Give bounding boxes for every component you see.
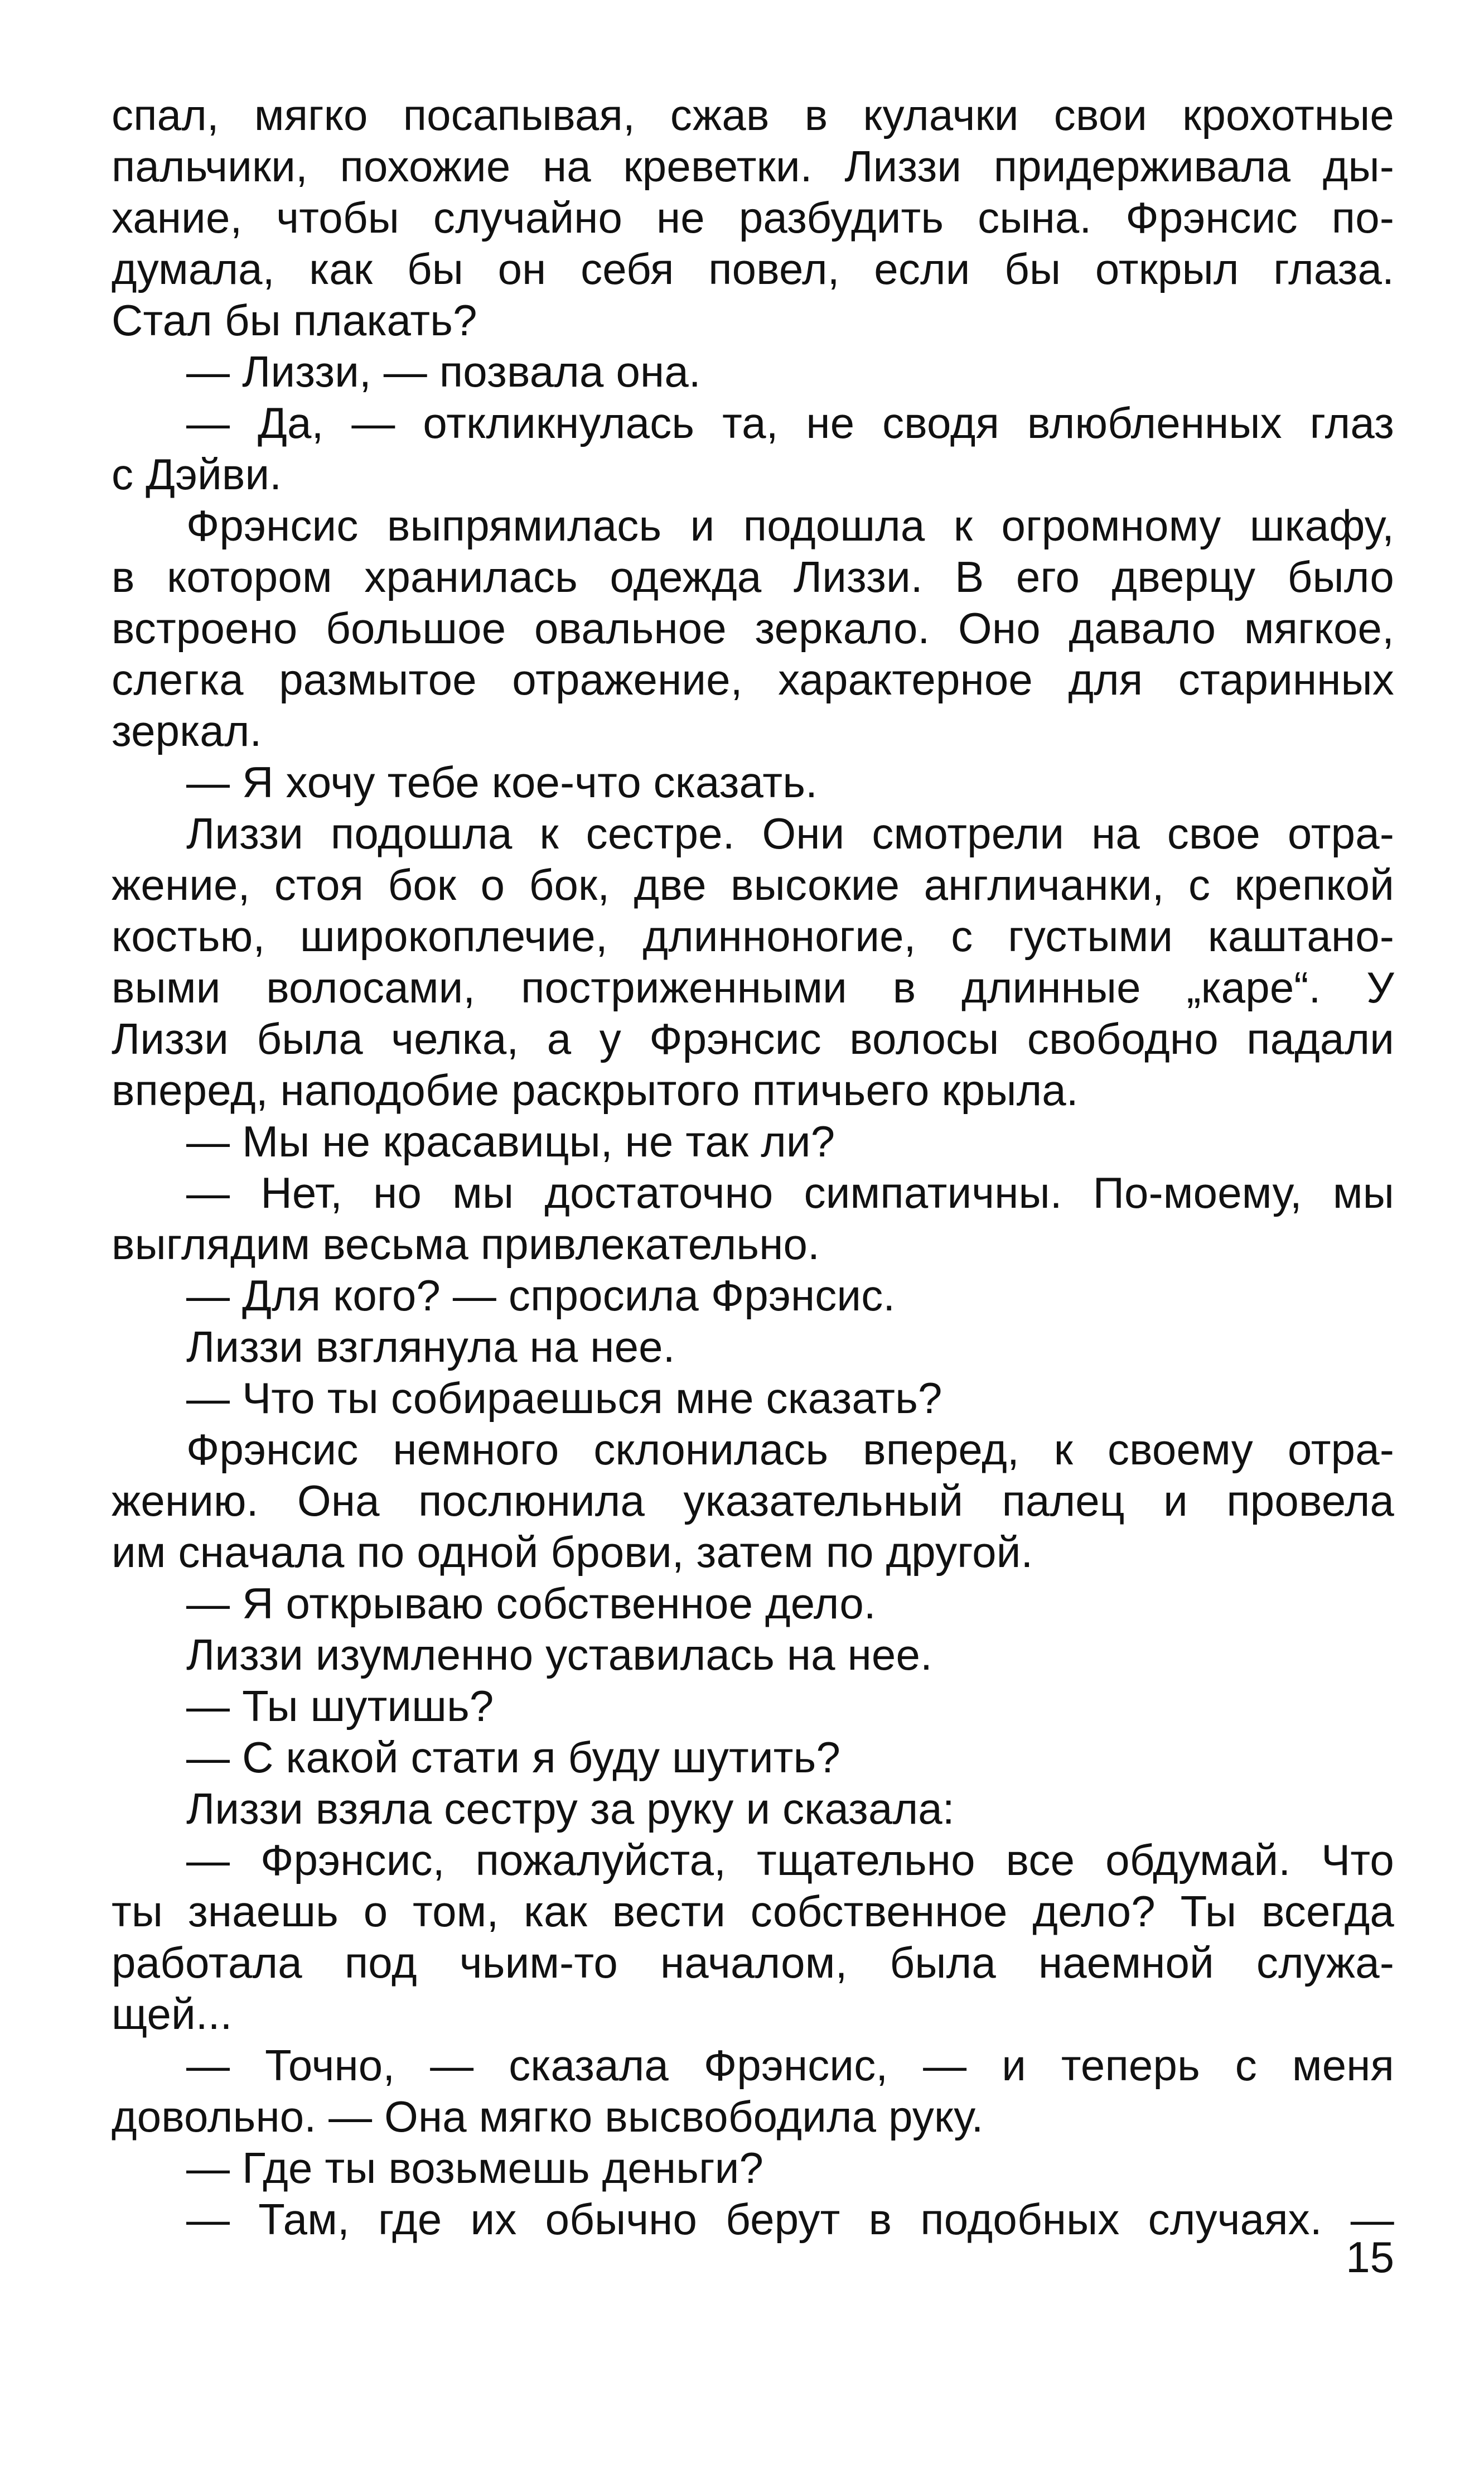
text-line: думала, как бы он себя повел, если бы открыл глаза. [112,244,1394,293]
text-line: Лиззи была челка, а у Фрэнсис волосы свободно падали [112,1014,1394,1063]
text-line: Лиззи изумленно уставилась на нее. [186,1630,932,1679]
text-line: костью, широкоплечие, длинноногие, с густыми каштано- [112,912,1394,961]
text-line: ты знаешь о том, как вести собственное дело? Ты всегда [112,1887,1394,1936]
text-line: Стал бы плакать? [112,296,477,345]
text-line: слегка размытое отражение, характерное для старинных [112,655,1394,704]
text-line: — Где ты возьмешь деньги? [186,2143,764,2192]
text-line: — Да, — откликнулась та, не сводя влюбленных глаз [186,398,1394,447]
text-line: — С какой стати я буду шутить? [186,1733,841,1782]
text-line: довольно. — Она мягко высвободила руку. [112,2092,984,2141]
text-line: работала под чьим-то началом, была наемной служа- [112,1938,1394,1987]
text-line: — Мы не красавицы, не так ли? [186,1117,835,1166]
text-line: — Я хочу тебе кое-что сказать. [186,758,818,807]
text-line: Фрэнсис выпрямилась и подошла к огромному шкафу, [186,501,1394,550]
text-line: вперед, наподобие раскрытого птичьего крыла. [112,1066,1079,1115]
text-line: им сначала по одной брови, затем по другой. [112,1527,1033,1577]
text-line: — Что ты собираешься мне сказать? [186,1373,942,1423]
text-line: жение, стоя бок о бок, две высокие англичанки, с крепкой [112,860,1394,909]
text-line: — Нет, но мы достаточно симпатичны. По-моему, мы [186,1168,1394,1217]
text-line: — Я открываю собственное дело. [186,1579,876,1628]
text-line: жению. Она послюнила указательный палец и провела [112,1476,1394,1525]
text-line: Лиззи взяла сестру за руку и сказала: [186,1784,955,1833]
text-line: — Для кого? — спросила Фрэнсис. [186,1271,896,1320]
text-line: Фрэнсис немного склонилась вперед, к своему отра- [186,1425,1394,1474]
text-line: с Дэйви. [112,450,282,499]
text-line: Лиззи подошла к сестре. Они смотрели на свое отра- [186,809,1394,858]
text-line: хание, чтобы случайно не разбудить сына. Фрэнсис по- [112,193,1394,242]
text-line: выглядим весьма привлекательно. [112,1219,820,1269]
text-line: — Ты шутишь? [186,1681,494,1730]
text-line: спал, мягко посапывая, сжав в кулачки свои крохотные [112,90,1394,139]
text-line: встроено большое овальное зеркало. Оно давало мягкое, [112,604,1394,653]
text-line: — Точно, — сказала Фрэнсис, — и теперь с меня [186,2041,1394,2090]
text-line: в котором хранилась одежда Лиззи. В его дверцу было [112,552,1394,601]
book-page-text [112,89,1394,2245]
text-line: Лиззи взглянула на нее. [186,1322,675,1371]
text-line: щей... [112,1989,233,2038]
text-line: — Там, где их обычно берут в подобных случаях. — [186,2195,1394,2244]
page-number: 15 [1346,2233,1394,2282]
text-line: — Лиззи, — позвала она. [186,347,701,396]
text-line: пальчики, похожие на креветки. Лиззи придерживала ды- [112,142,1394,191]
text-line: выми волосами, постриженными в длинные „каре“. У [112,963,1394,1012]
text-line: зеркал. [112,706,262,755]
text-line: — Фрэнсис, пожалуйста, тщательно все обдумай. Что [186,1835,1394,1884]
